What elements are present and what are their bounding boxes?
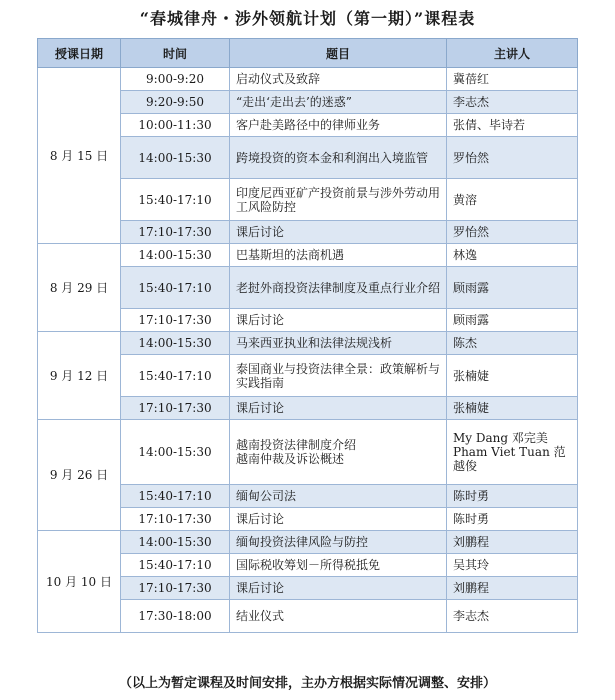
speaker-cell [447,531,578,554]
topic-cell-text: 课后讨论 [236,581,285,595]
topic-cell-text: “走出‘走出去’的迷惑” [236,95,352,109]
time-cell-text: 17:10-17:30 [138,313,212,327]
date-cell: 10 月 10 日 [38,531,121,633]
time-cell-text: 10:00-11:30 [138,118,212,132]
topic-cell-text: 马来西亚执业和法律法规浅析 [236,336,393,350]
date-cell: 8 月 29 日 [38,244,121,332]
time-cell-text: 14:00-15:30 [138,336,212,350]
time-cell-text: 15:40-17:10 [138,192,212,207]
speaker-cell [447,221,578,244]
table-row [38,332,578,355]
topic-cell [230,485,447,508]
time-cell-text: 15:40-17:10 [138,368,212,383]
speaker-cell-text: 张楠婕 [453,368,490,383]
time-cell-text: 15:40-17:10 [138,558,212,572]
header-time: 时间 [121,39,230,68]
topic-cell-text: 课后讨论 [236,512,285,526]
time-cell [121,600,230,633]
speaker-cell-text: 李志杰 [453,609,490,623]
time-cell [121,397,230,420]
topic-cell [230,114,447,137]
topic-cell [230,244,447,267]
date-cell: 9 月 12 日 [38,332,121,420]
speaker-cell-text: 张楠婕 [453,401,490,415]
table-row [38,420,578,485]
speaker-cell-text: 刘鹏程 [453,535,490,549]
topic-cell [230,531,447,554]
time-cell [121,355,230,397]
speaker-cell-text: 李志杰 [453,95,490,109]
time-cell [121,114,230,137]
topic-cell [230,332,447,355]
topic-cell-text: 泰国商业与投资法律全景：政策解析与实践指南 [236,361,441,390]
speaker-cell [447,600,578,633]
speaker-cell [447,244,578,267]
time-cell [121,244,230,267]
time-cell-text: 9:20-9:50 [146,95,204,109]
time-cell [121,267,230,309]
topic-cell [230,420,447,485]
time-cell [121,68,230,91]
topic-cell [230,68,447,91]
speaker-cell [447,137,578,179]
speaker-cell-text: 顾雨露 [453,280,490,295]
time-cell-text: 15:40-17:10 [138,489,212,503]
time-cell-text: 14:00-15:30 [138,150,212,165]
table-header-row [38,39,578,68]
course-schedule-table [37,38,578,633]
speaker-cell-text: 林逸 [453,248,478,262]
speaker-cell-text: 陈杰 [453,336,478,350]
time-cell-text: 17:10-17:30 [138,581,212,595]
speaker-cell [447,355,578,397]
speaker-cell [447,179,578,221]
time-cell-text: 9:00-9:20 [146,72,204,86]
topic-cell-text: 跨境投资的资本金和利润出入境监管 [236,150,429,165]
topic-cell [230,179,447,221]
topic-cell-text: 课后讨论 [236,401,285,415]
speaker-cell [447,397,578,420]
time-cell [121,332,230,355]
page-title: “春城律舟・涉外领航计划（第一期）”课程表 [139,9,476,28]
topic-cell-text: 缅甸公司法 [236,489,297,503]
topic-cell [230,355,447,397]
time-cell-text: 17:10-17:30 [138,401,212,415]
time-cell [121,91,230,114]
topic-cell-text: 课后讨论 [236,225,285,239]
speaker-cell-text: 顾雨露 [453,313,490,327]
time-cell [121,577,230,600]
time-cell [121,420,230,485]
topic-cell [230,577,447,600]
speaker-cell-text: 刘鹏程 [453,581,490,595]
table-body [38,68,578,633]
time-cell-text: 17:10-17:30 [138,225,212,239]
speaker-cell [447,114,578,137]
speaker-cell [447,332,578,355]
speaker-cell [447,267,578,309]
speaker-cell [447,68,578,91]
topic-cell-text: 老挝外商投资法律制度及重点行业介绍 [236,280,441,295]
time-cell-text: 17:30-18:00 [138,609,212,623]
speaker-cell-text: My Dang 邓完美 Pham Viet Tuan 范越俊 [453,431,566,473]
time-cell-text: 14:00-15:30 [138,445,212,459]
topic-cell-text: 缅甸投资法律风险与防控 [236,535,369,549]
table-row [38,531,578,554]
time-cell-text: 14:00-15:30 [138,535,212,549]
topic-cell [230,267,447,309]
time-cell [121,179,230,221]
header-speaker: 主讲人 [447,39,578,68]
speaker-cell [447,508,578,531]
speaker-cell-text: 吴其玲 [453,558,490,572]
topic-cell-text: 客户赴美路径中的律师业务 [236,118,381,132]
speaker-cell-text: 黄溶 [453,192,478,207]
table-row [38,244,578,267]
topic-cell-text: 国际税收筹划－所得税抵免 [236,558,381,572]
topic-cell-text: 课后讨论 [236,313,285,327]
time-cell [121,485,230,508]
footnote: （以上为暂定课程及时间安排，主办方根据实际情况调整、安排） [118,676,496,691]
speaker-cell-text: 冀蓓红 [453,72,490,86]
speaker-cell-text: 罗怡然 [453,150,490,165]
topic-cell [230,600,447,633]
topic-cell [230,309,447,332]
header-date: 授课日期 [38,39,121,68]
time-cell [121,137,230,179]
time-cell-text: 15:40-17:10 [138,280,212,295]
table-row [38,68,578,91]
time-cell-text: 14:00-15:30 [138,248,212,262]
topic-cell [230,508,447,531]
time-cell [121,531,230,554]
time-cell [121,508,230,531]
topic-cell [230,221,447,244]
date-cell: 9 月 26 日 [38,420,121,531]
topic-cell-text: 结业仪式 [236,609,285,623]
speaker-cell-text: 罗怡然 [453,225,490,239]
speaker-cell [447,554,578,577]
speaker-cell-text: 张倩、毕诗若 [453,118,526,132]
topic-cell [230,554,447,577]
speaker-cell [447,420,578,485]
time-cell-text: 17:10-17:30 [138,512,212,526]
speaker-cell [447,309,578,332]
topic-cell-text: 巴基斯坦的法商机遇 [236,248,345,262]
speaker-cell-text: 陈时勇 [453,512,490,526]
topic-cell [230,91,447,114]
time-cell [121,221,230,244]
topic-cell-text: 越南投资法律制度介绍 越南仲裁及诉讼概述 [236,438,357,466]
speaker-cell-text: 陈时勇 [453,489,490,503]
time-cell [121,554,230,577]
topic-cell-text: 印度尼西亚矿产投资前景与涉外劳动用工风险防控 [236,185,441,214]
speaker-cell [447,485,578,508]
speaker-cell [447,91,578,114]
topic-cell [230,397,447,420]
topic-cell-text: 启动仪式及致辞 [236,72,321,86]
topic-cell [230,137,447,179]
date-cell: 8 月 15 日 [38,68,121,244]
speaker-cell [447,577,578,600]
time-cell [121,309,230,332]
header-topic: 题目 [230,39,447,68]
